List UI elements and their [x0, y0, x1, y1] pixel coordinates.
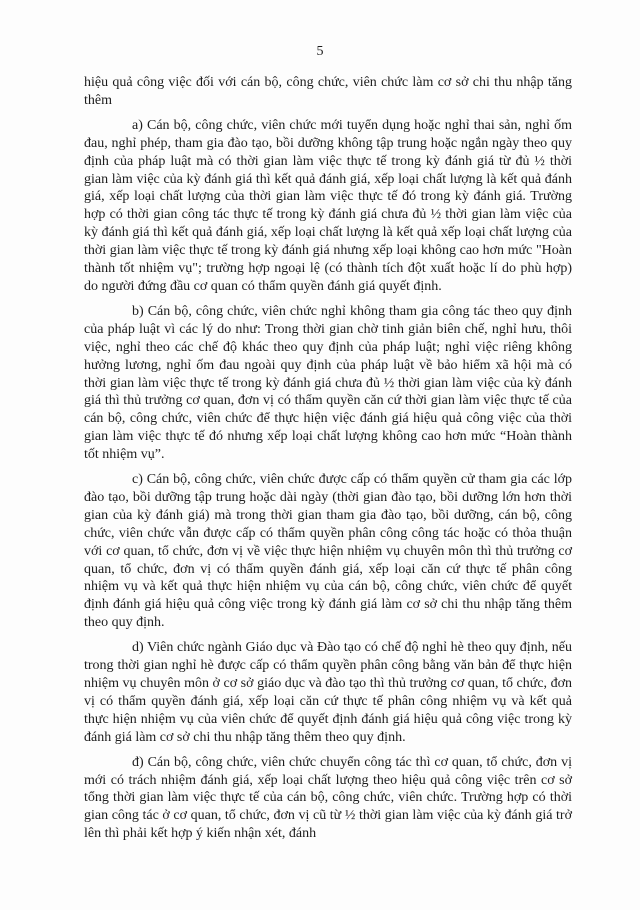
paragraph-d: d) Viên chức ngành Giáo dục và Đào tạo có chế độ nghỉ hè theo quy định, nếu trong thời gian nghỉ hè được cấp có thẩm quyền phân công bằng văn bản để thực hiện nhiệm vụ chuyên môn ở cơ sở giáo dục và đào tạo thì thủ trưởng cơ quan, tổ chức, đơn vị có thẩm quyền đánh giá, xếp loại căn cứ thực tế phân công nhiệm vụ và kết quả thực hiện nhiệm vụ của viên chức để quyết định đánh giá hiệu quả công việc trong kỳ đánh giá làm cơ sở chi thu nhập tăng thêm theo quy định.	[84, 640, 572, 745]
document-body	[84, 74, 572, 850]
paragraph-c: c) Cán bộ, công chức, viên chức được cấp có thẩm quyền cử tham gia các lớp đào tạo, bồi dưỡng tập trung hoặc dài ngày (thời gian đào tạo, bồi dưỡng lớn hơn thời gian của kỳ đánh giá) mà trong thời gian tham gia đào tạo, bồi dưỡng, cán bộ, công chức, viên chức vẫn được cấp có thẩm quyền phân công công tác hoặc có thỏa thuận với cơ quan, tổ chức, đơn vị về việc thực hiện nhiệm vụ chuyên môn thì thủ trưởng cơ quan, tổ chức, đơn vị có thẩm quyền đánh giá, xếp loại căn cứ thực tế phân công nhiệm vụ và kết quả thực hiện nhiệm vụ của cán bộ, công chức, viên chức để quyết định đánh giá hiệu quả công việc trong kỳ đánh giá làm cơ sở chi thu nhập tăng thêm theo quy định.	[84, 472, 572, 631]
paragraph-a: a) Cán bộ, công chức, viên chức mới tuyển dụng hoặc nghỉ thai sản, nghỉ ốm đau, nghỉ phép, tham gia đào tạo, bồi dưỡng không tập trung hoặc ngắn ngày theo quy định của pháp luật mà có thời gian làm việc thực tế trong kỳ đánh giá từ đủ ½ thời gian làm việc của kỳ đánh giá thì kết quả đánh giá, xếp loại chất lượng là kết quả đánh giá, xếp loại chất lượng của thời gian làm việc thực tế đó trong kỳ đánh giá. Trường hợp có thời gian công tác thực tế trong kỳ đánh giá chưa đủ ½ thời gian làm việc của kỳ đánh giá thì kết quả đánh giá, xếp loại chất lượng là kết quả xếp loại chất lượng của thời gian làm việc thực tế trong kỳ đánh giá nhưng xếp loại không cao hơn mức "Hoàn thành tốt nhiệm vụ"; trường hợp ngoại lệ (có thành tích đột xuất hoặc lí do phù hợp) do người đứng đầu cơ quan có thẩm quyền đánh giá quyết định.	[84, 117, 572, 294]
paragraph-b: b) Cán bộ, công chức, viên chức nghỉ không tham gia công tác theo quy định của pháp luật vì các lý do như: Trong thời gian chờ tinh giản biên chế, nghỉ hưu, thôi việc, nghỉ theo các chế độ khác theo quy định của pháp luật; nghỉ việc riêng không hưởng lương, nghỉ ốm đau ngoài quy định của pháp luật về bảo hiểm xã hội mà có thời gian làm việc thực tế trong kỳ đánh giá chưa đủ ½ thời gian làm việc của kỳ đánh giá thì thủ trưởng cơ quan, đơn vị có thẩm quyền căn cứ thời gian làm việc thực tế của cán bộ, công chức, viên chức để thực hiện việc đánh giá hiệu quả công việc của thời gian làm việc thực tế đó nhưng xếp loại chất lượng không cao hơn mức “Hoàn thành tốt nhiệm vụ”.	[84, 303, 572, 463]
page-number: 5	[316, 44, 324, 59]
paragraph-dd: đ) Cán bộ, công chức, viên chức chuyển công tác thì cơ quan, tổ chức, đơn vị mới có trách nhiệm đánh giá, xếp loại chất lượng theo hiệu quả công việc trên cơ sở tổng thời gian làm việc thực tế của cán bộ, công chức, viên chức. Trường hợp có thời gian công tác ở cơ quan, tổ chức, đơn vị cũ từ ½ thời gian làm việc của kỳ đánh giá trở lên thì phải kết hợp ý kiến nhận xét, đánh	[84, 754, 572, 842]
paragraph-continuation: hiệu quả công việc đối với cán bộ, công chức, viên chức làm cơ sở chi thu nhập tăng thêm	[84, 75, 572, 108]
